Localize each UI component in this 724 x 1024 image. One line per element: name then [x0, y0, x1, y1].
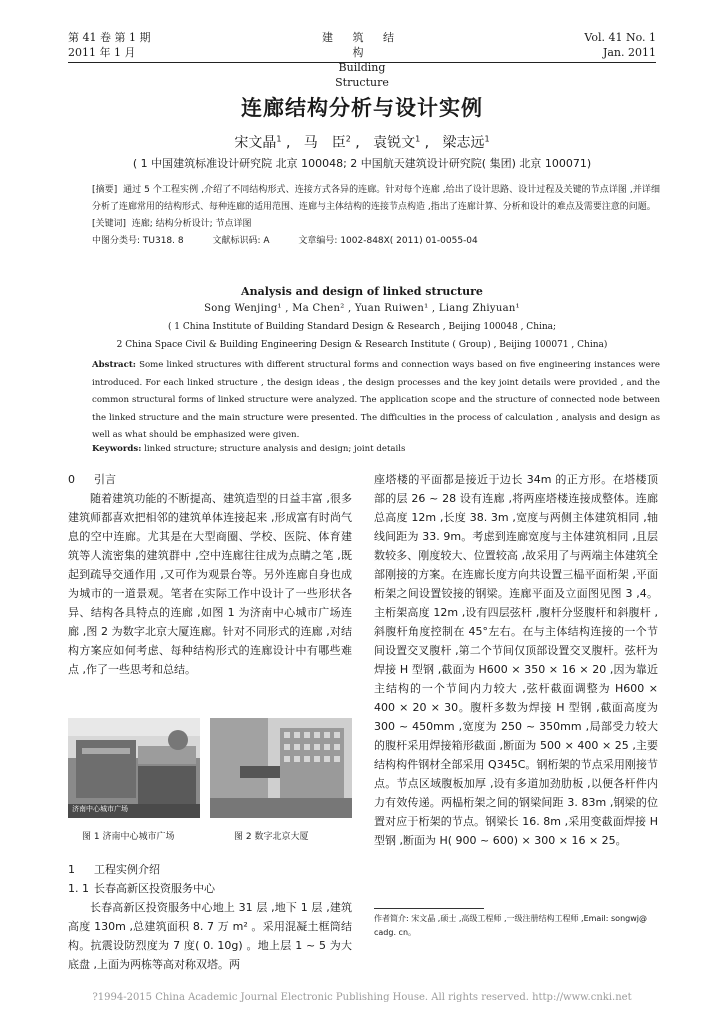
- figure-2-caption: 图 2 数字北京大厦: [234, 832, 309, 842]
- issue-date: 2011 年 1 月: [68, 46, 136, 59]
- abstract-text: 通过 5 个工程实例 ,介绍了不同结构形式、连接方式各异的连廊。针对每个连廊 ,给出了设计思路、设计过程及关键的节点详图 ,并详细分析了连廊常用的结构形式、每种连廊的适用范围、连廊与主体结构的连接节点构造 ,指出了连廊计算、分析和设计的难点及需要注意的问题。: [92, 185, 660, 212]
- subsection-heading: [68, 879, 352, 898]
- paper-title: 连廊结构分析与设计实例: [241, 96, 483, 120]
- footnote-rule: [374, 908, 484, 909]
- left-column-bottom: [68, 860, 352, 974]
- volume-issue: 第 41 卷 第 1 期: [68, 31, 151, 44]
- english-affiliation-2: 2 China Space Civil & Building Engineering Design & Research Institute ( Group) , Beijing 100071 , China): [116, 340, 608, 350]
- author-affil-mark: 2: [345, 134, 351, 144]
- english-title: Analysis and design of linked structure: [241, 285, 483, 298]
- body-paragraph: 长春高新区投资服务中心地上 31 层 ,地下 1 层 ,建筑高度 130m ,总建筑面积 8. 7 万 m² 。采用混凝土框筒结构。抗震设防烈度为 7 度( 0. 10g) 。地上层 1 ~ 5 为大底盘 ,上面为两栋等高对称双塔。两: [68, 901, 352, 971]
- intro-paragraph: 随着建筑功能的不断提高、建筑造型的日益丰富 ,很多建筑师都喜欢把相邻的建筑单体连接起来 ,形成富有时尚气息的空中连廊。尤其是在大型商圈、学校、医院、体育建筑等人流密集的建筑群中 ,空中连廊往往成为点睛之笔 ,既起到疏导交通作用 ,又可作为观景台等。另外连廊自身也成为城市的一道景观。笔者在实际工作中设计了一些形状各异、结构各具特点的连廊 ,如图 1 为济南中心城市广场连廊 ,图 2 为数字北京大厦连廊。针对不同形式的连廊 ,对结构方案应如何考虑、每种结构形式的连廊设计中有哪些难点 ,作了一些思考和总结。: [68, 492, 352, 676]
- author-affil-mark: 1: [415, 134, 421, 144]
- classification-meta: [92, 233, 660, 250]
- figure-1-photo: [68, 718, 200, 818]
- abstract-cn: [92, 182, 660, 250]
- figure-2-illustration: [210, 718, 352, 818]
- english-abstract-label: Abstract:: [92, 360, 136, 370]
- issue-date-en: Jan. 2011: [602, 46, 656, 59]
- section-title: 工程实例介绍: [94, 863, 160, 876]
- article-number: 文章编号: 1002-848X( 2011) 01-0055-04: [298, 236, 478, 246]
- author: 袁锐文: [373, 135, 416, 151]
- document-code: 文献标识码: A: [212, 236, 270, 246]
- english-affiliation-1: ( 1 China Institute of Building Standard Design & Research , Beijing 100048 , China;: [167, 322, 557, 332]
- journal-name-en: Building Structure: [335, 61, 389, 89]
- section-heading: [68, 860, 352, 879]
- keywords-text: 连廊; 结构分析设计; 节点详图: [131, 219, 252, 229]
- author: 宋文晶: [234, 135, 277, 151]
- english-keywords-label: Keywords:: [92, 444, 142, 454]
- journal-issue: [68, 30, 150, 60]
- subsection-number: 1. 1: [68, 882, 89, 895]
- journal-name: [312, 30, 412, 90]
- author: 梁志远: [442, 135, 485, 151]
- english-abstract: [92, 357, 660, 445]
- section-number: 1: [68, 863, 75, 876]
- figure-2-photo: [210, 718, 352, 818]
- section-title: 引言: [94, 473, 116, 486]
- header-rule: [68, 62, 656, 63]
- body-paragraph: 座塔楼的平面都是接近于边长 34m 的正方形。在塔楼顶部的层 26 ~ 28 设有连廊 ,将两座塔楼连接成整体。连廊总高度 12m ,长度 38. 3m ,宽度与两侧主体建筑相同 ,轴线间距为 33. 9m。考虑到连廊宽度与主体建筑相同 ,且层数较多、刚度较大、位置较高 ,故采用了与两端主体建筑全部刚接的方案。在连廊长度方向共设置三榀平面桁架 ,平面桁架之间设置铰接的钢梁。连廊平面及立面图见图 3 ,4。主桁架高度 12m ,设有四层弦杆 ,腹杆分竖腹杆和斜腹杆 ,斜腹杆角度控制在 45°左右。在与主体结构连接的一个节间设置交叉腹杆 ,第二个节间仅顶部设置交叉腹杆。弦杆为焊接 H 型钢 ,截面为 H600 × 350 × 16 × 20 ,因为靠近主结构的一个节间内力较大 ,弦杆截面调整为 H600 × 400 × 20 × 30。腹杆多数为焊接 H 型钢 ,截面高度为 300 ~ 450mm ,宽度为 250 ~ 350mm ,局部受力较大的腹杆采用焊接箱形截面 ,断面为 500 × 400 × 25 ,主要结构构件钢材全部采用 Q345C。钢桁架的节点采用刚接节点。节点区域腹板加厚 ,设有多道加劲肋板 ,以便各杆件内力有效传递。两榀桁架之间的钢梁间距 3. 83m ,钢梁的位置对应于桁架的节点。钢梁长 16. 8m ,采用变截面焊接 H 型钢 ,断面为 H( 900 ~ 600) × 300 × 16 × 25。: [374, 473, 658, 847]
- english-keywords-text: linked structure; structure analysis and design; joint details: [144, 444, 406, 454]
- english-abstract-text: Some linked structures with different structural forms and connection ways based on five engineering instances were introduced. For each linked structure , the design ideas , the design processes and the key joint details were provided , and the common structural forms of linked structure were analyzed. The application scope and the structure of connected node between the linked structure and the main structure were presented. The difficulties in the process of calculation , analysis and design as well as what should be emphasized were given.: [92, 360, 660, 440]
- affiliation: ( 1 中国建筑标准设计研究院 北京 100048; 2 中国航天建筑设计研究院( 集团) 北京 100071): [132, 157, 592, 170]
- abstract-label: [摘要]: [92, 185, 118, 195]
- journal-name-cn: 建 筑 结 构: [322, 31, 402, 59]
- figure-1-caption: 图 1 济南中心城市广场: [82, 832, 175, 842]
- subsection-title: 长春高新区投资服务中心: [94, 882, 215, 895]
- author-list: 宋文晶$^1$ , 马 臣$^2$ , 袁锐文$^1$ , 梁志远$^1$: [234, 134, 490, 151]
- author-footnote: 作者简介: 宋文晶 ,硕士 ,高级工程师 ,一级注册结构工程师 ,Email: songwj@ cadg. cn。: [374, 914, 647, 937]
- journal-issue-en: [584, 30, 656, 60]
- right-column: [374, 470, 658, 850]
- author: 马 臣: [303, 135, 346, 151]
- section-heading: [68, 470, 352, 489]
- volume-issue-en: Vol. 41 No. 1: [584, 31, 656, 44]
- figure-1-watermark: 济南中心城市广场: [72, 805, 128, 813]
- author-affil-mark: 1: [484, 134, 490, 144]
- english-authors: Song Wenjing¹ , Ma Chen² , Yuan Ruiwen¹ , Liang Zhiyuan¹: [204, 303, 520, 314]
- clc-number: 中图分类号: TU318. 8: [92, 236, 184, 246]
- author-affil-mark: 1: [276, 134, 282, 144]
- section-number: 0: [68, 473, 75, 486]
- keywords-label: [关键词]: [92, 219, 127, 229]
- left-column-top: [68, 470, 352, 679]
- figure-1-illustration: [68, 718, 200, 818]
- copyright-line: ?1994-2015 China Academic Journal Electronic Publishing House. All rights reserved. http://www.cnki.net: [92, 992, 632, 1003]
- english-keywords: [92, 444, 660, 454]
